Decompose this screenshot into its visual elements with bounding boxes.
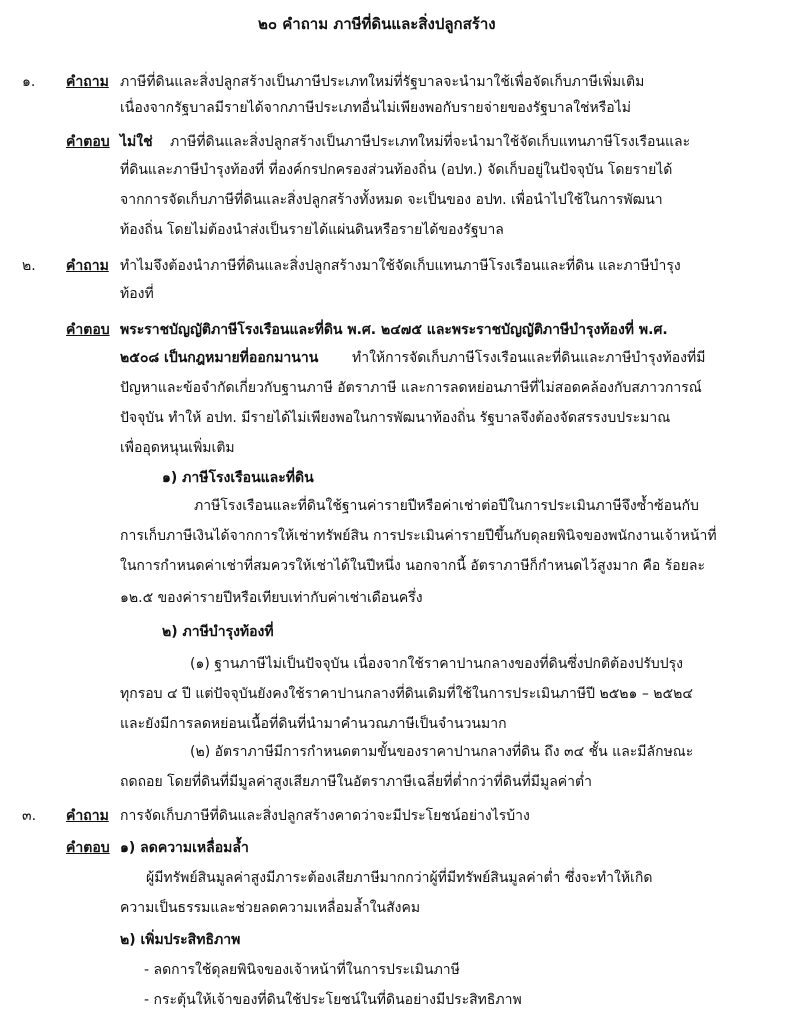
- q2-answer-line-3: ปัญหาและข้อจำกัดเกี่ยวกับฐานภาษี อัตราภาษี และการลดหย่อนภาษีที่ไม่สอดคล้องกับสภาวการณ์: [120, 380, 702, 396]
- q1-answer-line-3: จากการจัดเก็บภาษีที่ดินและสิ่งปลูกสร้างทั้งหมด จะเป็นของ อปท. เพื่อนำไปใช้ในการพัฒนา: [120, 192, 663, 208]
- q2-question-label: คำถาม: [66, 258, 109, 274]
- q1-question-line-1: ภาษีที่ดินและสิ่งปลูกสร้างเป็นภาษีประเภทใหม่ที่รัฐบาลจะนำมาใช้เพื่อจัดเก็บภาษีเพิ่มเติม: [120, 74, 645, 90]
- q3-question-line: การจัดเก็บภาษีที่ดินและสิ่งปลูกสร้างคาดว่าจะมีประโยชน์อย่างไรบ้าง: [120, 808, 530, 824]
- q2-sub2-line-2: ทุกรอบ ๔ ปี แต่ปัจจุบันยังคงใช้ราคาปานกลางที่ดินเดิมที่ใช้ในการประเมินภาษีปี ๒๕๒๑ – ๒๕๒๔: [120, 686, 693, 702]
- q2-sub2-line-3: และยังมีการลดหย่อนเนื้อที่ดินที่นำมาคำนวณภาษีเป็นจำนวนมาก: [120, 716, 507, 732]
- q2-sub2-heading: ๒) ภาษีบำรุงท้องที่: [162, 624, 274, 640]
- q3-sub1-line-2: ความเป็นธรรมและช่วยลดความเหลื่อมล้ำในสังคม: [120, 900, 421, 916]
- q2-answer-line-4: ปัจจุบัน ทำให้ อปท. มีรายได้ไม่เพียงพอในการพัฒนาท้องถิ่น รัฐบาลจึงต้องจัดสรรงบประมาณ: [120, 410, 671, 426]
- q2-question-line-1: ทำไมจึงต้องนำภาษีที่ดินและสิ่งปลูกสร้างมาใช้จัดเก็บแทนภาษีโรงเรือนและที่ดิน และภาษีบำรุง: [120, 258, 681, 274]
- q3-question-label: คำถาม: [66, 808, 109, 824]
- q2-sub1-line-2: การเก็บภาษีเงินได้จากการให้เช่าทรัพย์สิน การประเมินค่ารายปีขึ้นกับดุลยพินิจของพนักงานเจ้าหน้าที่: [120, 528, 717, 544]
- q2-sub2-line-4: (๒) อัตราภาษีมีการกำหนดตามขั้นของราคาปานกลางที่ดิน ถึง ๓๔ ชั้น และมีลักษณะ: [190, 744, 694, 760]
- q2-answer-line-5: เพื่ออุดหนุนเพิ่มเติม: [120, 440, 235, 456]
- q2-sub1-line-1: ภาษีโรงเรือนและที่ดินใช้ฐานค่ารายปีหรือค่าเช่าต่อปีในการประเมินภาษีจึงซ้ำซ้อนกับ: [194, 498, 699, 514]
- q2-sub1-line-3: ในการกำหนดค่าเช่าที่สมควรให้เช่าได้ในปีหนึ่ง นอกจากนี้ อัตราภาษีก็กำหนดไว้สูงมาก คือ ร้อยละ: [120, 558, 706, 574]
- q3-sub2-line-1: - ลดการใช้ดุลยพินิจของเจ้าหน้าที่ในการประเมินภาษี: [144, 962, 460, 978]
- q1-answer-line-1: ภาษีที่ดินและสิ่งปลูกสร้างเป็นภาษีประเภทใหม่ที่จะนำมาใช้จัดเก็บแทนภาษีโรงเรือนและ: [170, 134, 691, 150]
- q1-number: ๑.: [22, 74, 36, 90]
- q2-answer-label: คำตอบ: [66, 322, 110, 338]
- q2-answer-bold-line-2: ๒๕๐๘ เป็นกฎหมายที่ออกมานาน: [120, 350, 319, 366]
- q2-question-line-2: ท้องที่: [120, 286, 154, 302]
- q1-question-label: คำถาม: [66, 74, 109, 90]
- q3-sub2-heading: ๒) เพิ่มประสิทธิภาพ: [120, 932, 241, 948]
- q3-sub1-heading: ๑) ลดความเหลื่อมล้ำ: [120, 840, 249, 856]
- q2-number: ๒.: [22, 258, 36, 274]
- q3-sub1-line-1: ผู้มีทรัพย์สินมูลค่าสูงมีภาระต้องเสียภาษีมากกว่าผู้ที่มีทรัพย์สินมูลค่าต่ำ ซึ่งจะทำให้เกิด: [146, 870, 653, 886]
- q1-answer-bold: ไม่ใช่: [120, 134, 153, 150]
- q3-sub2-line-2: - กระตุ้นให้เจ้าของที่ดินใช้ประโยชน์ในที่ดินอย่างมีประสิทธิภาพ: [144, 992, 522, 1008]
- q1-question-line-2: เนื่องจากรัฐบาลมีรายได้จากภาษีประเภทอื่นไม่เพียงพอกับรายจ่ายของรัฐบาลใช่หรือไม่: [120, 100, 631, 116]
- q2-answer-bold-line-1: พระราชบัญญัติภาษีโรงเรือนและที่ดิน พ.ศ. ๒๔๗๕ และพระราชบัญญัติภาษีบำรุงท้องที่ พ.ศ.: [120, 322, 668, 338]
- q2-answer-line-2-rest: ทำให้การจัดเก็บภาษีโรงเรือนและที่ดินและภาษีบำรุงท้องที่มี: [352, 350, 706, 366]
- q2-sub1-line-4: ๑๒.๕ ของค่ารายปีหรือเทียบเท่ากับค่าเช่าเดือนครึ่ง: [120, 590, 423, 606]
- q3-answer-label: คำตอบ: [66, 840, 110, 856]
- q2-sub1-heading: ๑) ภาษีโรงเรือนและที่ดิน: [162, 470, 314, 486]
- q1-answer-label: คำตอบ: [66, 134, 110, 150]
- q1-answer-line-4: ท้องถิ่น โดยไม่ต้องนำส่งเป็นรายได้แผ่นดินหรือรายได้ของรัฐบาล: [120, 222, 504, 238]
- page-title: ๒๐ คำถาม ภาษีที่ดินและสิ่งปลูกสร้าง: [258, 15, 496, 33]
- q1-answer-line-2: ที่ดินและภาษีบำรุงท้องที่ ที่องค์กรปกครองส่วนท้องถิ่น (อปท.) จัดเก็บอยู่ในปัจจุบัน โดยรายได้: [120, 162, 673, 178]
- q2-sub2-line-1: (๑) ฐานภาษีไม่เป็นปัจจุบัน เนื่องจากใช้ราคาปานกลางของที่ดินซึ่งปกติต้องปรับปรุง: [190, 656, 683, 672]
- q2-sub2-line-5: ถดถอย โดยที่ดินที่มีมูลค่าสูงเสียภาษีในอัตราภาษีเฉลี่ยที่ต่ำกว่าที่ดินที่มีมูลค่าต่ำ: [120, 774, 592, 790]
- q3-number: ๓.: [22, 808, 37, 824]
